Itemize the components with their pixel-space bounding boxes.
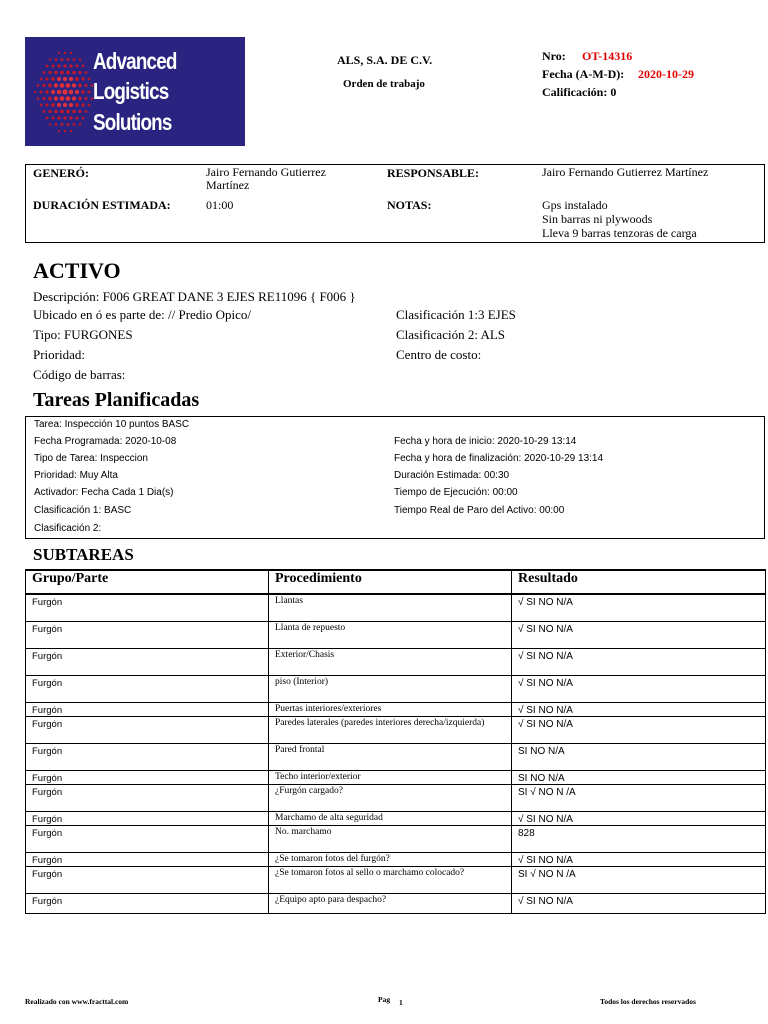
- cell-procedimiento: Paredes laterales (paredes interiores derecha/izquierda): [269, 716, 512, 743]
- nro-label: Nro:: [542, 49, 566, 63]
- cell-procedimiento: ¿Se tomaron fotos del furgón?: [269, 852, 512, 866]
- duracion-value: 01:00: [206, 198, 234, 212]
- activo-prioridad: Prioridad:: [33, 347, 85, 362]
- tarea-ejecucion: Tiempo de Ejecución: 00:00: [394, 487, 518, 498]
- tarea-fecha-programada: Fecha Programada: 2020-10-08: [34, 436, 177, 447]
- cell-grupo: Furgón: [26, 866, 269, 893]
- cell-grupo: Furgón: [26, 852, 269, 866]
- table-row: [26, 621, 766, 648]
- tarea-fecha-inicio: Fecha y hora de inicio: 2020-10-29 13:14: [394, 436, 577, 447]
- activo-tipo: Tipo: FURGONES: [33, 327, 133, 342]
- table-row: [26, 825, 766, 852]
- duracion-label: DURACIÓN ESTIMADA:: [33, 198, 171, 212]
- cell-procedimiento: ¿Furgón cargado?: [269, 784, 512, 811]
- cell-resultado: √ SI NO N/A: [512, 811, 766, 825]
- cell-resultado: √ SI NO N/A: [512, 621, 766, 648]
- cell-grupo: Furgón: [26, 621, 269, 648]
- logo-line-1: Advanced: [93, 48, 177, 74]
- nota-line: Gps instalado: [542, 198, 608, 212]
- footer-page-number: 1: [399, 998, 403, 1007]
- cell-resultado: √ SI NO N/A: [512, 893, 766, 913]
- cell-procedimiento: Llanta de repuesto: [269, 621, 512, 648]
- genero-label: GENERÓ:: [33, 166, 90, 180]
- activo-heading: ACTIVO: [33, 258, 121, 283]
- cell-grupo: Furgón: [26, 702, 269, 716]
- cell-grupo: Furgón: [26, 770, 269, 784]
- table-row: [26, 770, 766, 784]
- fecha-value: 2020-10-29: [638, 67, 694, 81]
- activo-clasificacion-1: Clasificación 1:3 EJES: [396, 307, 516, 322]
- cell-procedimiento: Exterior/Chasis: [269, 648, 512, 675]
- cell-grupo: Furgón: [26, 675, 269, 702]
- cell-grupo: Furgón: [26, 811, 269, 825]
- cell-procedimiento: No. marchamo: [269, 825, 512, 852]
- tarea-tipo: Tipo de Tarea: Inspeccion: [34, 453, 148, 464]
- genero-value-line1: Jairo Fernando Gutierrez: [206, 165, 326, 179]
- cell-grupo: Furgón: [26, 648, 269, 675]
- cell-resultado: √ SI NO N/A: [512, 648, 766, 675]
- cell-resultado: 828: [512, 825, 766, 852]
- cell-resultado: SI NO N/A: [512, 743, 766, 770]
- cell-procedimiento: ¿Se tomaron fotos al sello o marchamo colocado?: [269, 866, 512, 893]
- footer-credit: Realizado con www.fracttal.com: [25, 997, 129, 1006]
- tarea-duracion: Duración Estimada: 00:30: [394, 470, 510, 481]
- table-row: [26, 811, 766, 825]
- table-row: [26, 702, 766, 716]
- activo-codigo-barras: Código de barras:: [33, 367, 126, 382]
- table-row: [26, 852, 766, 866]
- activo-ubicado: Ubicado en ó es parte de: // Predio Opico/: [33, 307, 252, 322]
- responsable-label: RESPONSABLE:: [387, 166, 480, 180]
- table-row: [26, 784, 766, 811]
- globe-dots-icon: [31, 49, 95, 135]
- cell-resultado: SI √ NO N /A: [512, 866, 766, 893]
- notas-label: NOTAS:: [387, 198, 432, 212]
- nota-line: Sin barras ni plywoods: [542, 212, 653, 226]
- document-type: Orden de trabajo: [343, 78, 425, 90]
- tarea-activador: Activador: Fecha Cada 1 Dia(s): [34, 487, 174, 498]
- nro-value: OT-14316: [582, 49, 633, 63]
- cell-grupo: Furgón: [26, 594, 269, 621]
- cell-procedimiento: Marchamo de alta seguridad: [269, 811, 512, 825]
- cell-procedimiento: ¿Equipo apto para despacho?: [269, 893, 512, 913]
- genero-value-line2: Martínez: [206, 178, 250, 192]
- cell-resultado: √ SI NO N/A: [512, 716, 766, 743]
- tarea-prioridad: Prioridad: Muy Alta: [34, 470, 118, 481]
- company-logo: [25, 37, 245, 146]
- col-header-resultado: Resultado: [512, 570, 766, 594]
- table-row: [26, 675, 766, 702]
- footer-page-label: Pag: [378, 995, 391, 1004]
- table-row: [26, 866, 766, 893]
- cell-resultado: √ SI NO N/A: [512, 702, 766, 716]
- logo-line-2: Logistics: [93, 78, 169, 104]
- activo-descripcion: Descripción: F006 GREAT DANE 3 EJES RE11096 { F006 }: [33, 289, 356, 304]
- cell-grupo: Furgón: [26, 825, 269, 852]
- cell-procedimiento: piso (Interior): [269, 675, 512, 702]
- cell-resultado: √ SI NO N/A: [512, 594, 766, 621]
- cell-procedimiento: Llantas: [269, 594, 512, 621]
- tarea-nombre: Tarea: Inspección 10 puntos BASC: [34, 419, 190, 430]
- subtareas-heading: SUBTAREAS: [33, 545, 134, 564]
- cell-procedimiento: Techo interior/exterior: [269, 770, 512, 784]
- nota-line: Lleva 9 barras tenzoras de carga: [542, 226, 697, 240]
- responsable-value: Jairo Fernando Gutierrez Martínez: [542, 165, 709, 179]
- cell-procedimiento: Pared frontal: [269, 743, 512, 770]
- tarea-clasificacion-1: Clasificación 1: BASC: [34, 505, 132, 516]
- tareas-box: [25, 416, 765, 539]
- col-header-procedimiento: Procedimiento: [269, 570, 512, 594]
- cell-grupo: Furgón: [26, 716, 269, 743]
- cell-resultado: √ SI NO N/A: [512, 675, 766, 702]
- cell-procedimiento: Puertas interiores/exteriores: [269, 702, 512, 716]
- calificacion: Calificación: 0: [542, 85, 617, 99]
- cell-resultado: SI √ NO N /A: [512, 784, 766, 811]
- table-row: [26, 594, 766, 621]
- tarea-paro: Tiempo Real de Paro del Activo: 00:00: [394, 505, 565, 516]
- cell-grupo: Furgón: [26, 784, 269, 811]
- activo-centro-costo: Centro de costo:: [396, 347, 482, 362]
- cell-resultado: √ SI NO N/A: [512, 852, 766, 866]
- table-row: [26, 893, 766, 913]
- activo-clasificacion-2: Clasificación 2: ALS: [396, 327, 506, 342]
- cell-grupo: Furgón: [26, 743, 269, 770]
- table-row: [26, 648, 766, 675]
- table-header-row: [26, 570, 766, 594]
- fecha-label: Fecha (A-M-D):: [542, 67, 625, 81]
- tareas-heading: Tareas Planificadas: [33, 389, 200, 411]
- tarea-fecha-fin: Fecha y hora de finalización: 2020-10-29 13:14: [394, 453, 604, 464]
- table-row: [26, 716, 766, 743]
- logo-line-3: Solutions: [93, 109, 172, 135]
- cell-grupo: Furgón: [26, 893, 269, 913]
- table-row: [26, 743, 766, 770]
- subtareas-table: [25, 569, 766, 914]
- cell-resultado: SI NO N/A: [512, 770, 766, 784]
- order-info-box: [25, 164, 765, 243]
- col-header-grupo: Grupo/Parte: [26, 570, 269, 594]
- footer-rights: Todos los derechos reservados: [600, 997, 696, 1006]
- tarea-clasificacion-2: Clasificación 2:: [34, 523, 102, 534]
- company-name: ALS, S.A. DE C.V.: [337, 53, 433, 67]
